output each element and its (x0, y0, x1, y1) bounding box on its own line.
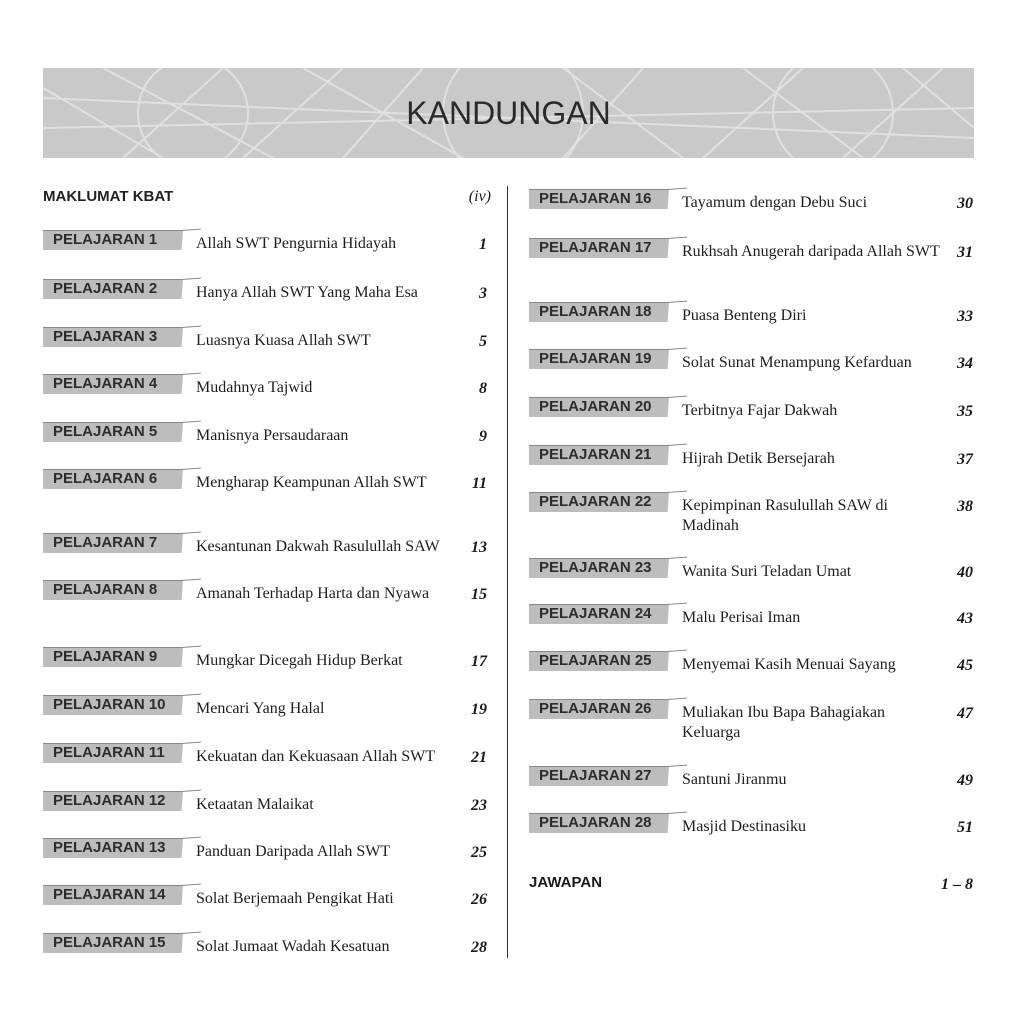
kbat-page: (iv) (468, 188, 491, 205)
lesson-title: Mudahnya Tajwid (196, 379, 313, 396)
lesson-tag-label: PELAJARAN 9 (53, 648, 158, 665)
tag-flourish (181, 837, 201, 839)
lesson-page-number: 9 (479, 428, 487, 445)
lesson-tag-label: PELAJARAN 13 (53, 839, 166, 856)
toc-entry (529, 699, 975, 739)
toc-entry (43, 743, 489, 783)
lesson-tag-label: PELAJARAN 22 (539, 493, 652, 510)
lesson-page-number: 25 (471, 844, 487, 861)
toc-entry (529, 813, 975, 853)
lesson-tag-label: PELAJARAN 11 (53, 744, 165, 761)
lesson-page-number: 1 (479, 236, 487, 253)
tag-flourish (667, 188, 687, 190)
lesson-tag-label: PELAJARAN 1 (53, 231, 158, 248)
lesson-title: Rukhsah Anugerah daripada Allah SWT (682, 243, 940, 260)
jawapan-label: JAWAPAN (529, 874, 603, 891)
lesson-title: Hanya Allah SWT Yang Maha Esa (196, 284, 418, 301)
lesson-tag-label: PELAJARAN 4 (53, 375, 158, 392)
toc-entry (43, 422, 489, 462)
lesson-page-number: 15 (471, 586, 487, 603)
toc-entry (529, 302, 975, 342)
tag-flourish (667, 348, 687, 350)
toc-entry (43, 885, 489, 925)
lesson-page-number: 51 (957, 819, 973, 836)
lesson-title: Puasa Benteng Diri (682, 307, 807, 324)
jawapan-page: 1 – 8 (941, 876, 973, 893)
tag-flourish (667, 444, 687, 446)
toc-entry (529, 492, 975, 532)
lesson-tag-label: PELAJARAN 8 (53, 581, 158, 598)
tag-flourish (667, 765, 687, 767)
lesson-title: Masjid Destinasiku (682, 818, 806, 835)
tag-flourish (181, 278, 201, 280)
lesson-tag-label: PELAJARAN 25 (539, 652, 652, 669)
lesson-page-number: 35 (957, 403, 973, 420)
lesson-title: Ketaatan Malaikat (196, 796, 314, 813)
lesson-page-number: 49 (957, 772, 973, 789)
lesson-title: Mungkar Dicegah Hidup Berkat (196, 652, 403, 669)
lesson-tag-label: PELAJARAN 24 (539, 605, 652, 622)
lesson-tag-label: PELAJARAN 14 (53, 886, 166, 903)
toc-entry (529, 445, 975, 485)
lesson-page-number: 31 (957, 244, 973, 261)
lesson-title: Muliakan Ibu Bapa Bahagiakan Keluarga (682, 704, 886, 741)
kbat-label: MAKLUMAT KBAT (43, 188, 174, 205)
tag-flourish (667, 301, 687, 303)
lesson-tag-label: PELAJARAN 15 (53, 934, 166, 951)
heading-banner (43, 68, 974, 158)
tag-flourish (181, 421, 201, 423)
jawapan-row (529, 874, 975, 896)
kbat-row (43, 188, 491, 210)
lesson-tag-label: PELAJARAN 21 (539, 446, 652, 463)
lesson-title: Terbitnya Fajar Dakwah (682, 402, 838, 419)
lesson-page-number: 13 (471, 539, 487, 556)
lesson-tag-label: PELAJARAN 20 (539, 398, 652, 415)
toc-entry (529, 558, 975, 598)
lesson-title: Solat Jumaat Wadah Kesatuan (196, 938, 390, 955)
toc-entry (43, 647, 489, 687)
tag-flourish (181, 373, 201, 375)
lesson-title: Santuni Jiranmu (682, 771, 787, 788)
toc-entry (529, 766, 975, 806)
lesson-tag-label: PELAJARAN 18 (539, 303, 652, 320)
page-title: KANDUNGAN (406, 95, 611, 131)
lesson-tag-label: PELAJARAN 10 (53, 696, 166, 713)
toc-entry (43, 327, 489, 367)
lesson-tag-label: PELAJARAN 23 (539, 559, 652, 576)
lesson-page-number: 11 (471, 475, 487, 492)
toc-entry (529, 397, 975, 437)
tag-flourish (181, 932, 201, 934)
lesson-tag-label: PELAJARAN 27 (539, 767, 652, 784)
toc-entry (43, 933, 489, 973)
tag-flourish (181, 229, 201, 231)
tag-flourish (667, 237, 687, 239)
toc-entry (43, 695, 489, 735)
lesson-page-number: 19 (471, 701, 487, 718)
lesson-title: Manisnya Persaudaraan (196, 427, 349, 444)
lesson-title: Kekuatan dan Kekuasaan Allah SWT (196, 748, 436, 765)
toc-entry (43, 580, 489, 620)
lesson-tag-label: PELAJARAN 28 (539, 814, 652, 831)
tag-flourish (181, 884, 201, 886)
lesson-tag-label: PELAJARAN 16 (539, 190, 652, 207)
toc-entry (529, 238, 975, 278)
lesson-page-number: 45 (957, 657, 973, 674)
toc-entry (43, 533, 489, 573)
lesson-title: Mencari Yang Halal (196, 700, 325, 717)
lesson-tag-label: PELAJARAN 3 (53, 328, 158, 345)
lesson-title: Solat Berjemaah Pengikat Hati (196, 890, 394, 907)
toc-entry (529, 651, 975, 691)
tag-flourish (181, 646, 201, 648)
lesson-page-number: 40 (957, 564, 973, 581)
toc-entry (43, 230, 489, 270)
lesson-tag-label: PELAJARAN 7 (53, 534, 158, 551)
lesson-tag-label: PELAJARAN 26 (539, 700, 652, 717)
toc-entry (43, 374, 489, 414)
lesson-page-number: 8 (479, 380, 487, 397)
lesson-title: Tayamum dengan Debu Suci (682, 194, 868, 211)
lesson-page-number: 33 (957, 308, 973, 325)
lesson-title: Kesantunan Dakwah Rasulullah SAW (196, 538, 440, 555)
lesson-page-number: 43 (957, 610, 973, 627)
tag-flourish (667, 491, 687, 493)
tag-flourish (667, 698, 687, 700)
lesson-page-number: 38 (957, 498, 973, 515)
tag-flourish (181, 326, 201, 328)
lesson-tag-label: PELAJARAN 5 (53, 423, 158, 440)
tag-flourish (667, 396, 687, 398)
lesson-title: Menyemai Kasih Menuai Sayang (682, 656, 896, 673)
tag-flourish (181, 694, 201, 696)
lesson-tag-label: PELAJARAN 19 (539, 350, 652, 367)
lesson-title: Luasnya Kuasa Allah SWT (196, 332, 371, 349)
lesson-page-number: 21 (471, 749, 487, 766)
toc-entry (43, 469, 489, 509)
lesson-title: Amanah Terhadap Harta dan Nyawa (196, 585, 430, 602)
tag-flourish (181, 468, 201, 470)
tag-flourish (181, 579, 201, 581)
lesson-page-number: 5 (479, 333, 487, 350)
lesson-tag-label: PELAJARAN 17 (539, 239, 652, 256)
lesson-title: Mengharap Keampunan Allah SWT (196, 474, 427, 491)
lesson-page-number: 23 (471, 797, 487, 814)
toc-entry (43, 791, 489, 831)
lesson-page-number: 3 (479, 285, 487, 302)
lesson-tag-label: PELAJARAN 2 (53, 280, 158, 297)
toc-entry (529, 349, 975, 389)
lesson-title: Wanita Suri Teladan Umat (682, 563, 852, 580)
lesson-tag-label: PELAJARAN 12 (53, 792, 166, 809)
tag-flourish (181, 790, 201, 792)
lesson-title: Panduan Daripada Allah SWT (196, 843, 391, 860)
column-divider (507, 186, 508, 958)
toc-entry (43, 838, 489, 878)
lesson-title: Allah SWT Pengurnia Hidayah (196, 235, 397, 252)
lesson-title: Kepimpinan Rasulullah SAW di Madinah (682, 497, 888, 534)
tag-flourish (181, 532, 201, 534)
lesson-page-number: 28 (471, 939, 487, 956)
toc-entry (529, 189, 975, 229)
tag-flourish (181, 742, 201, 744)
lesson-page-number: 30 (957, 195, 973, 212)
lesson-page-number: 47 (957, 705, 973, 722)
tag-flourish (667, 603, 687, 605)
tag-flourish (667, 812, 687, 814)
lesson-title: Hijrah Detik Bersejarah (682, 450, 835, 467)
lesson-page-number: 17 (471, 653, 487, 670)
tag-flourish (667, 650, 687, 652)
lesson-page-number: 37 (957, 451, 973, 468)
toc-entry (43, 279, 489, 319)
lesson-title: Malu Perisai Iman (682, 609, 801, 626)
lesson-page-number: 34 (957, 355, 973, 372)
lesson-title: Solat Sunat Menampung Kefarduan (682, 354, 912, 371)
lesson-tag-label: PELAJARAN 6 (53, 470, 158, 487)
toc-entry (529, 604, 975, 644)
lesson-page-number: 26 (471, 891, 487, 908)
tag-flourish (667, 557, 687, 559)
